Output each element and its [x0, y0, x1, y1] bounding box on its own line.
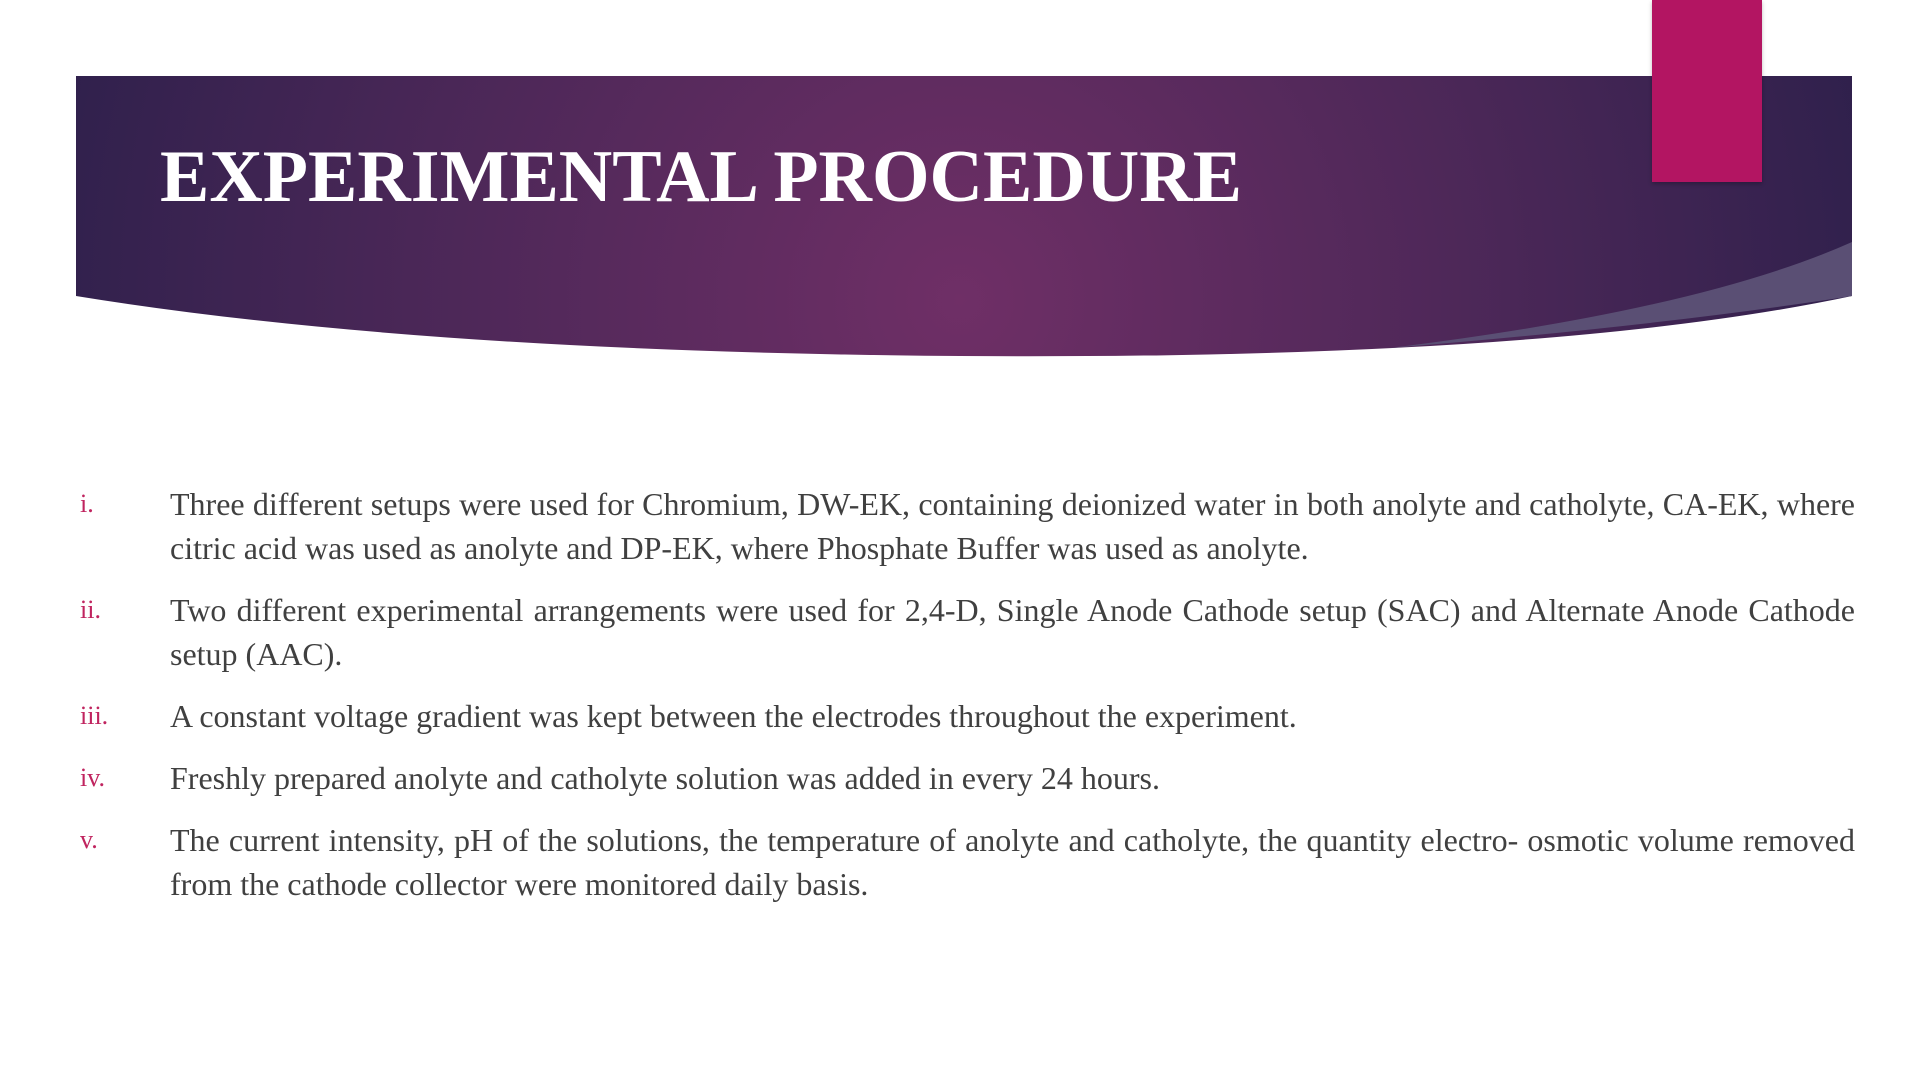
- list-item-text: The current intensity, pH of the solutions, the temperature of anolyte and catholyte, the quantity electro- osmotic volume removed from the cathode collector were monitored daily basis.: [170, 822, 1855, 902]
- list-item: [80, 482, 1855, 570]
- list-item-text: Three different setups were used for Chromium, DW-EK, containing deionized water in both anolyte and catholyte, CA-EK, where citric acid was used as anolyte and DP-EK, where Phosphate Buffer was used as anolyte.: [170, 486, 1855, 566]
- list-item-number: ii.: [80, 595, 101, 624]
- slide-title: EXPERIMENTAL PROCEDURE: [160, 136, 1242, 218]
- list-item: [80, 588, 1855, 676]
- list-item-text: Freshly prepared anolyte and catholyte solution was added in every 24 hours.: [170, 760, 1160, 796]
- list-item-number: iii.: [80, 701, 109, 730]
- list-item-number: i.: [80, 489, 94, 518]
- list-item-text: Two different experimental arrangements were used for 2,4-D, Single Anode Cathode setup (SAC) and Alternate Anode Cathode setup (AAC).: [170, 592, 1855, 672]
- list-item: [80, 756, 1855, 800]
- list-item-text: A constant voltage gradient was kept between the electrodes throughout the experiment.: [170, 698, 1297, 734]
- accent-tab: [1652, 0, 1762, 182]
- procedure-list: [80, 482, 1855, 924]
- list-item: [80, 818, 1855, 906]
- list-item: [80, 694, 1855, 738]
- list-item-number: iv.: [80, 763, 106, 792]
- list-item-number: v.: [80, 825, 98, 854]
